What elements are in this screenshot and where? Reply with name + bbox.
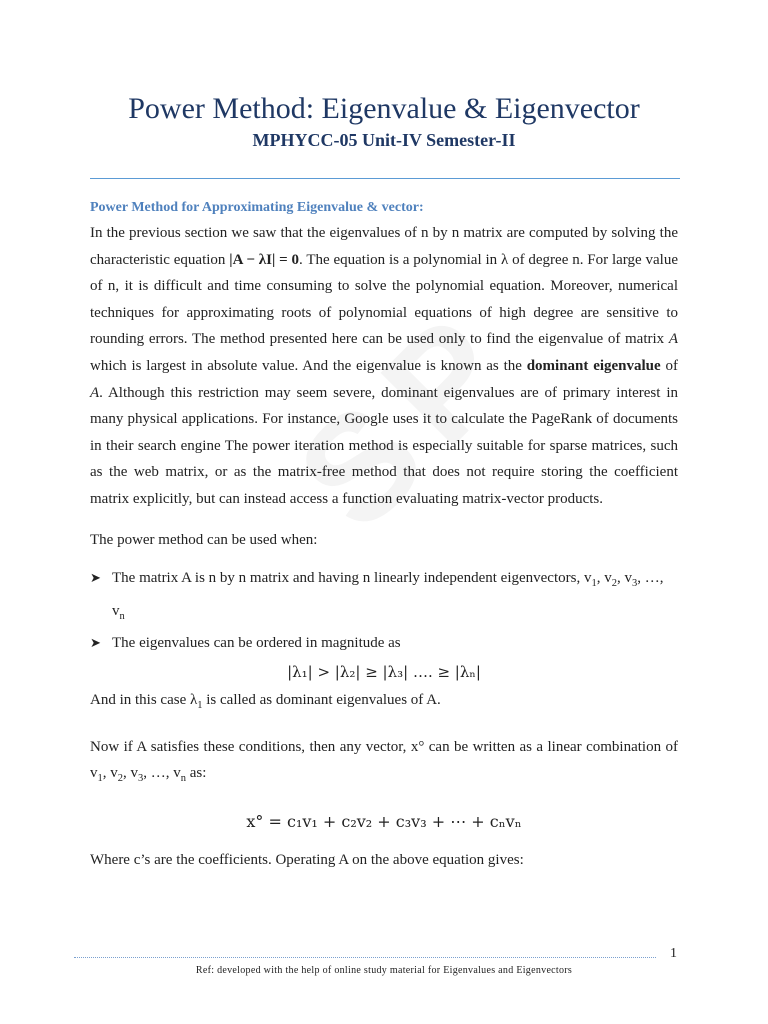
page-subtitle: MPHYCC-05 Unit-IV Semester-II — [252, 130, 516, 150]
list-item: ➤ The eigenvalues can be ordered in magnitude as — [90, 630, 678, 657]
conditions-list — [90, 565, 678, 657]
arrow-bullet-icon: ➤ — [90, 635, 101, 651]
dominant-eigenvalue-term: dominant eigenvalue — [526, 357, 661, 374]
page-title: Power Method: Eigenvalue & Eigenvector — [128, 92, 640, 125]
main-content — [90, 198, 678, 873]
matrix-symbol-2: A — [90, 384, 100, 401]
footer-reference: Ref: developed with the help of online study material for Eigenvalues and Eigenvectors — [195, 965, 573, 976]
linear-combination-equation: x° = c₁v₁ + c₂v₂ + c₃v₃ + ⋯ + cₙvₙ — [246, 811, 522, 831]
page-number: 1 — [670, 946, 677, 961]
dominant-statement: And in this case $\lambda_1$ is called as dominant eigenvalues of A. — [90, 691, 441, 711]
characteristic-equation: |A − λI| = 0 — [229, 251, 300, 268]
footer-divider — [74, 957, 656, 958]
intro-text-4: of — [660, 357, 678, 374]
coefficients-paragraph: Where c’s are the coefficients. Operating A on the above equation gives: — [90, 851, 524, 868]
power-method-when: The power method can be used when: — [90, 531, 318, 548]
intro-text-2: . The equation is a polynomial in λ of degree n. For large value of n, it is difficult and time consuming to solve the polynomial equation. Moreover, numerical techniques for approximating roots of polynomial equations of high degree are sensitive to rounding errors. The method presented here can be used only to find the eigenvalue of matrix — [90, 251, 678, 348]
eigenvalue-order-equation: |λ₁| > |λ₂| ≥ |λ₃| …. ≥ |λₙ| — [287, 662, 481, 681]
section-heading: Power Method for Approximating Eigenvalue & vector: — [90, 200, 424, 215]
title-divider — [90, 178, 680, 179]
matrix-symbol: A — [668, 331, 678, 348]
intro-text-5: . Although this restriction may seem severe, dominant eigenvalues are of primary interest in many physical applications. For instance, Google uses it to calculate the PageRank of documents in their search engine The power iteration method is especially suitable for sparse matrices, such as the web matrix, or as the matrix-free method that does not require storing the coefficient matrix explicitly, but can instead access a function evaluating matrix-vector products. — [90, 384, 678, 507]
linear-combination-paragraph: Now if A satisfies these conditions, then any vector, x° can be written as a linear combination of $v_1$, $v_2$, $v_3$, …, $v_n$ as: — [90, 738, 678, 785]
intro-text-1: In the previous section we saw that the eigenvalues of n by n matrix are computed by solving the characteristic equation — [90, 225, 678, 268]
list-item: ➤ The matrix A is n by n matrix and having n linearly independent eigenvectors, $v_1$, $v_2$, $v_3$, …, $v_n$ — [90, 565, 678, 630]
intro-text-3: which is largest in absolute value. And the eigenvalue is known as the — [90, 357, 527, 374]
intro-paragraph — [90, 220, 678, 513]
arrow-bullet-icon: ➤ — [90, 570, 101, 586]
